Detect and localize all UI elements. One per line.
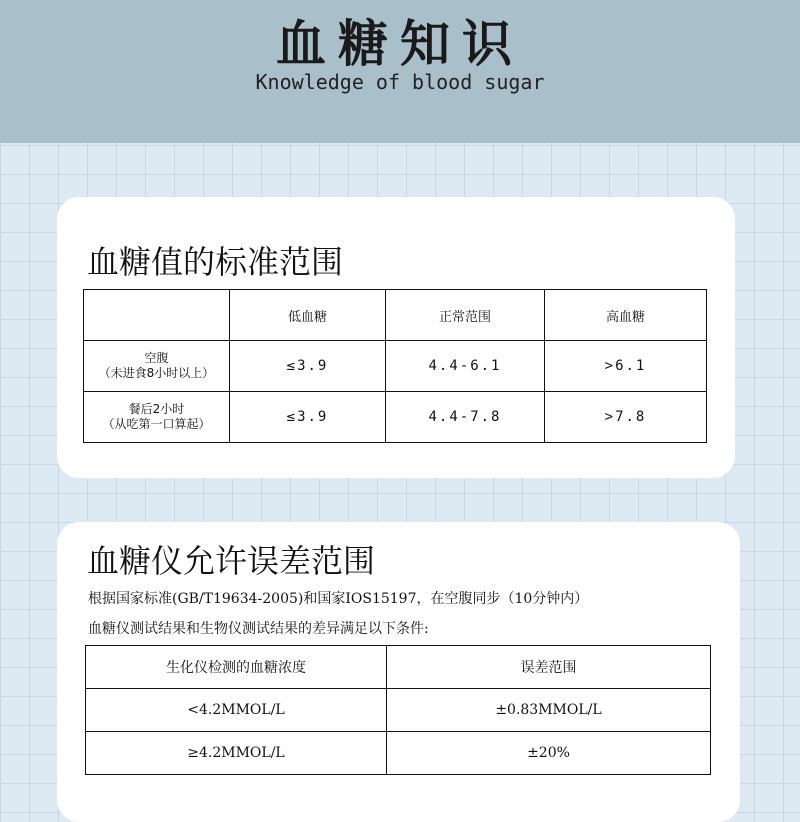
header-cell-empty: [84, 290, 230, 341]
cell-low: ≤3.9: [230, 392, 386, 443]
cell-error: ±0.83MMOL/L: [387, 689, 711, 732]
table-row: [84, 392, 707, 443]
row-label-line1: 餐后2小时: [128, 402, 185, 416]
standard-range-card: [57, 197, 735, 478]
row-label-line2: （从吃第一口算起）: [102, 417, 211, 431]
table-header-row: [86, 646, 711, 689]
table-row: [84, 341, 707, 392]
intro-line-2: 血糖仪测试结果和生物仪测试结果的差异满足以下条件:: [88, 621, 429, 637]
table-row: [86, 689, 711, 732]
intro-line-1: 根据国家标准(GB/T19634-2005)和国家IOS15197，在空腹同步（10分钟内）: [88, 591, 589, 607]
standard-range-table: [83, 289, 707, 443]
header-banner: [0, 0, 800, 143]
error-range-card: [57, 522, 740, 822]
error-range-title: 血糖仪允许误差范围: [87, 542, 376, 580]
standard-range-title: 血糖值的标准范围: [87, 243, 344, 281]
row-label-line1: 空腹: [144, 351, 169, 365]
header-cell-high: 高血糖: [545, 290, 707, 341]
row-label-line2: （未进食8小时以上）: [98, 366, 215, 380]
cell-normal: 4.4-7.8: [386, 392, 545, 443]
cell-high: >6.1: [545, 341, 707, 392]
cell-high: >7.8: [545, 392, 707, 443]
row-label-fasting: [84, 341, 230, 392]
page-subtitle: Knowledge of blood sugar: [255, 70, 545, 94]
page-title: 血糖知识: [276, 15, 524, 73]
header-cell-normal: 正常范围: [386, 290, 545, 341]
header-cell-error: 误差范围: [387, 646, 711, 689]
cell-concentration: ≥4.2MMOL/L: [86, 732, 387, 775]
row-label-postmeal: [84, 392, 230, 443]
cell-error: ±20%: [387, 732, 711, 775]
cell-normal: 4.4-6.1: [386, 341, 545, 392]
header-cell-low: 低血糖: [230, 290, 386, 341]
header-cell-concentration: 生化仪检测的血糖浓度: [86, 646, 387, 689]
table-header-row: [84, 290, 707, 341]
table-row: [86, 732, 711, 775]
error-range-table: [85, 645, 711, 775]
cell-concentration: <4.2MMOL/L: [86, 689, 387, 732]
cell-low: ≤3.9: [230, 341, 386, 392]
